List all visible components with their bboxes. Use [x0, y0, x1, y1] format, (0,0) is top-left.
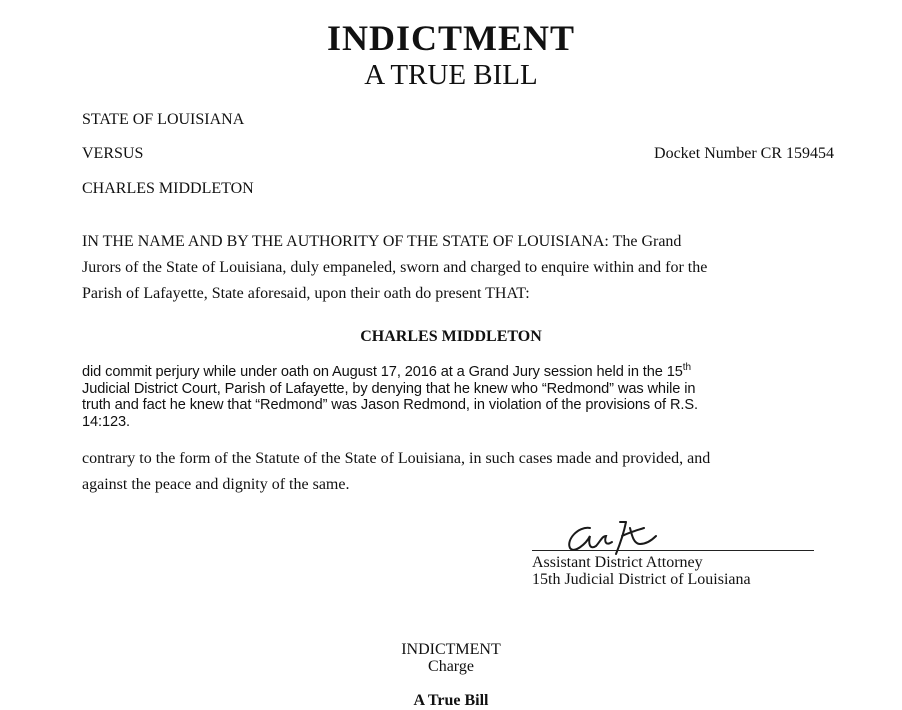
docket-number: Docket Number CR 159454: [654, 145, 834, 162]
signer-office: 15th Judicial District of Louisiana: [532, 571, 751, 588]
preamble-line: Parish of Lafayette, State aforesaid, upon their oath do present THAT:: [82, 285, 530, 302]
charge-line: [82, 364, 822, 381]
closing-line: contrary to the form of the Statute of the State of Louisiana, in such cases made and provided, and: [82, 450, 711, 467]
charge-line: Judicial District Court, Parish of Lafayette, by denying that he knew who “Redmond” was while in: [82, 380, 696, 397]
preamble-line: Jurors of the State of Louisiana, duly empaneled, sworn and charged to enquire within and for the: [82, 259, 708, 276]
charge-line: 14:123.: [82, 413, 130, 430]
charge-line: truth and fact he knew that “Redmond” was Jason Redmond, in violation of the provisions of R.S.: [82, 397, 698, 413]
footer-true-bill: A True Bill: [413, 692, 489, 709]
charge-paragraph: [82, 364, 822, 430]
plaintiff-name: STATE OF LOUISIANA: [82, 111, 245, 128]
versus-label: VERSUS: [82, 145, 144, 162]
ordinal-suffix: th: [682, 362, 691, 374]
closing-line: against the peace and dignity of the same.: [82, 476, 350, 493]
signer-title: Assistant District Attorney: [532, 554, 703, 571]
document-subtitle: A TRUE BILL: [364, 59, 538, 91]
closing-paragraph: [82, 446, 822, 498]
defendant-name: CHARLES MIDDLETON: [82, 180, 254, 197]
preamble-line: IN THE NAME AND BY THE AUTHORITY OF THE STATE OF LOUISIANA: The Grand: [82, 233, 682, 250]
preamble-paragraph: [82, 229, 822, 307]
footer-indictment-label: INDICTMENT: [401, 641, 501, 658]
document-title: INDICTMENT: [326, 18, 576, 58]
footer-charge-label: Charge: [428, 658, 474, 675]
signature-image: [560, 514, 670, 558]
charge-line-text: did commit perjury while under oath on August 17, 2016 at a Grand Jury session held in the 15: [82, 364, 683, 380]
signature-line: [532, 550, 814, 551]
accused-name: CHARLES MIDDLETON: [360, 328, 542, 345]
